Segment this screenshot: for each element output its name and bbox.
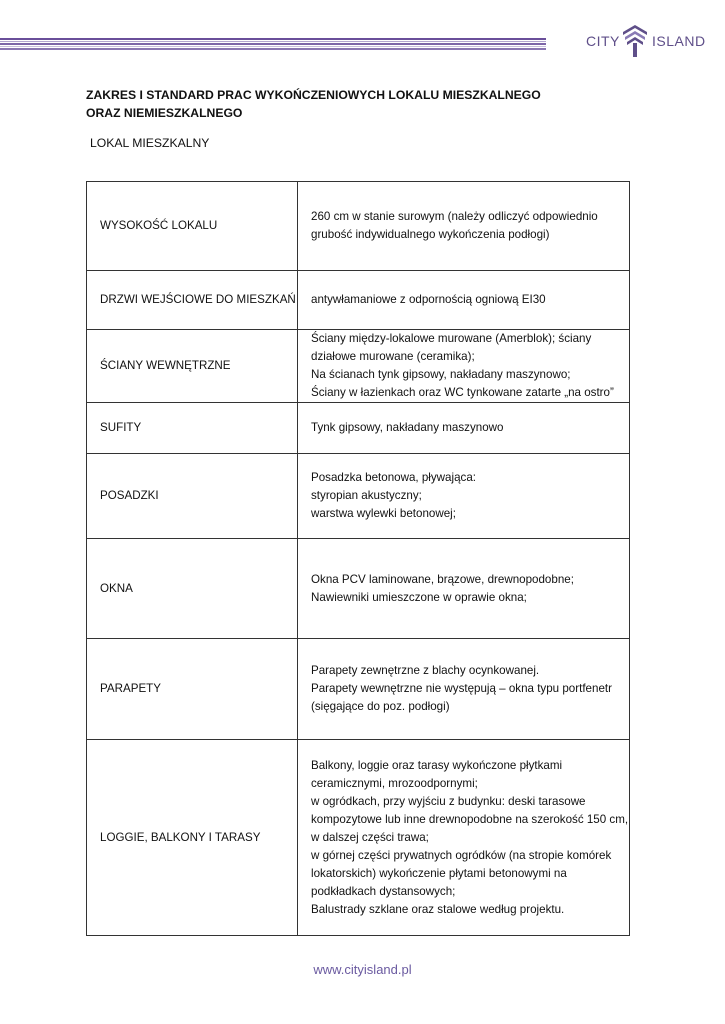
row-value [298,403,630,454]
document-title: ZAKRES I STANDARD PRAC WYKOŃCZENIOWYCH LOKALU MIESZKALNEGO ORAZ NIEMIESZKALNEGO [86,88,541,120]
row-value-line: styropian akustyczny; [311,489,422,502]
header-line [0,41,546,42]
header-line [0,43,546,45]
table-row [87,639,630,740]
row-value-line: kompozytowe lub inne drewnopodobne na szerokość 150 cm, [311,812,629,826]
footer-url[interactable]: www.cityisland.pl [313,962,412,977]
row-label: SUFITY [87,403,298,454]
row-value-line: w górnej części prywatnych ogródków (na stropie komórek [311,848,612,862]
table-row [87,403,630,454]
row-value-line: lokatorskich) wykończenie płytami betonowymi na [311,866,567,880]
row-value-line: 260 cm w stanie surowym (należy odliczyć odpowiednio [311,210,598,223]
logo-text-right: ISLAND [652,33,706,49]
row-value-line: Okna PCV laminowane, brązowe, drewnopodobne; [311,572,574,586]
row-value-line: Ściany w łazienkach oraz WC tynkowane zatarte „na ostro” [311,386,614,399]
row-value-line: ceramicznymi, mrozoodpornymi; [311,776,478,790]
row-label: WYSOKOŚĆ LOKALU [87,182,298,271]
table-row [87,182,630,271]
row-value [298,539,630,639]
row-label: ŚCIANY WEWNĘTRZNE [87,330,298,403]
row-label: LOGGIE, BALKONY I TARASY [87,740,298,936]
row-value-line: Parapety zewnętrzne z blachy ocynkowanej. [311,664,540,677]
row-value-line: w ogródkach, przy wyjściu z budynku: deski tarasowe [311,794,586,808]
row-value-line: Nawiewniki umieszczone w oprawie okna; [311,590,527,604]
row-value [298,740,630,936]
row-value-line: w dalszej części trawa; [311,830,429,844]
row-value-line: Balustrady szklane oraz stalowe według projektu. [311,902,565,916]
section-subtitle: LOKAL MIESZKALNY [90,136,210,150]
row-value [298,271,630,330]
row-value-line: (sięgające do poz. podłogi) [311,700,450,713]
header-line [0,48,546,50]
row-value-line: Balkony, loggie oraz tarasy wykończone płytkami [311,758,563,772]
row-value-line: działowe murowane (ceramika); [311,350,475,363]
row-value-line: Parapety wewnętrzne nie występują – okna typu portfenetr [311,682,612,695]
row-label: DRZWI WEJŚCIOWE DO MIESZKAŃ [87,271,298,330]
row-value [298,454,630,539]
table-row [87,454,630,539]
logo-building-icon [621,24,649,58]
row-label: OKNA [87,539,298,639]
row-value [298,639,630,740]
city-island-logo [586,24,716,58]
table-row [87,740,630,936]
logo-text-left: CITY [586,33,620,49]
row-value-line: antywłamaniowe z odpornością ogniową EI30 [311,293,546,306]
row-value-line: podkładkach dystansowych; [311,884,456,898]
row-value [298,330,630,403]
row-value-line: Na ścianach tynk gipsowy, nakładany maszynowo; [311,368,571,381]
specification-table [86,181,630,936]
row-value-line: grubość indywidualnego wykończenia podłogi) [311,228,550,241]
row-value-line: warstwa wylewki betonowej; [311,507,456,520]
header-line [0,38,546,40]
row-value [298,182,630,271]
row-value-line: Ściany między-lokalowe murowane (Amerblok); ściany [311,332,592,345]
specification-table-body [87,182,630,936]
table-row [87,271,630,330]
row-label: PARAPETY [87,639,298,740]
header-decorative-lines [0,38,546,52]
row-value-line: Tynk gipsowy, nakładany maszynowo [311,421,504,434]
row-value-line: Posadzka betonowa, pływająca: [311,471,476,484]
row-label: POSADZKI [87,454,298,539]
table-row [87,539,630,639]
table-row [87,330,630,403]
header-line [0,46,546,47]
